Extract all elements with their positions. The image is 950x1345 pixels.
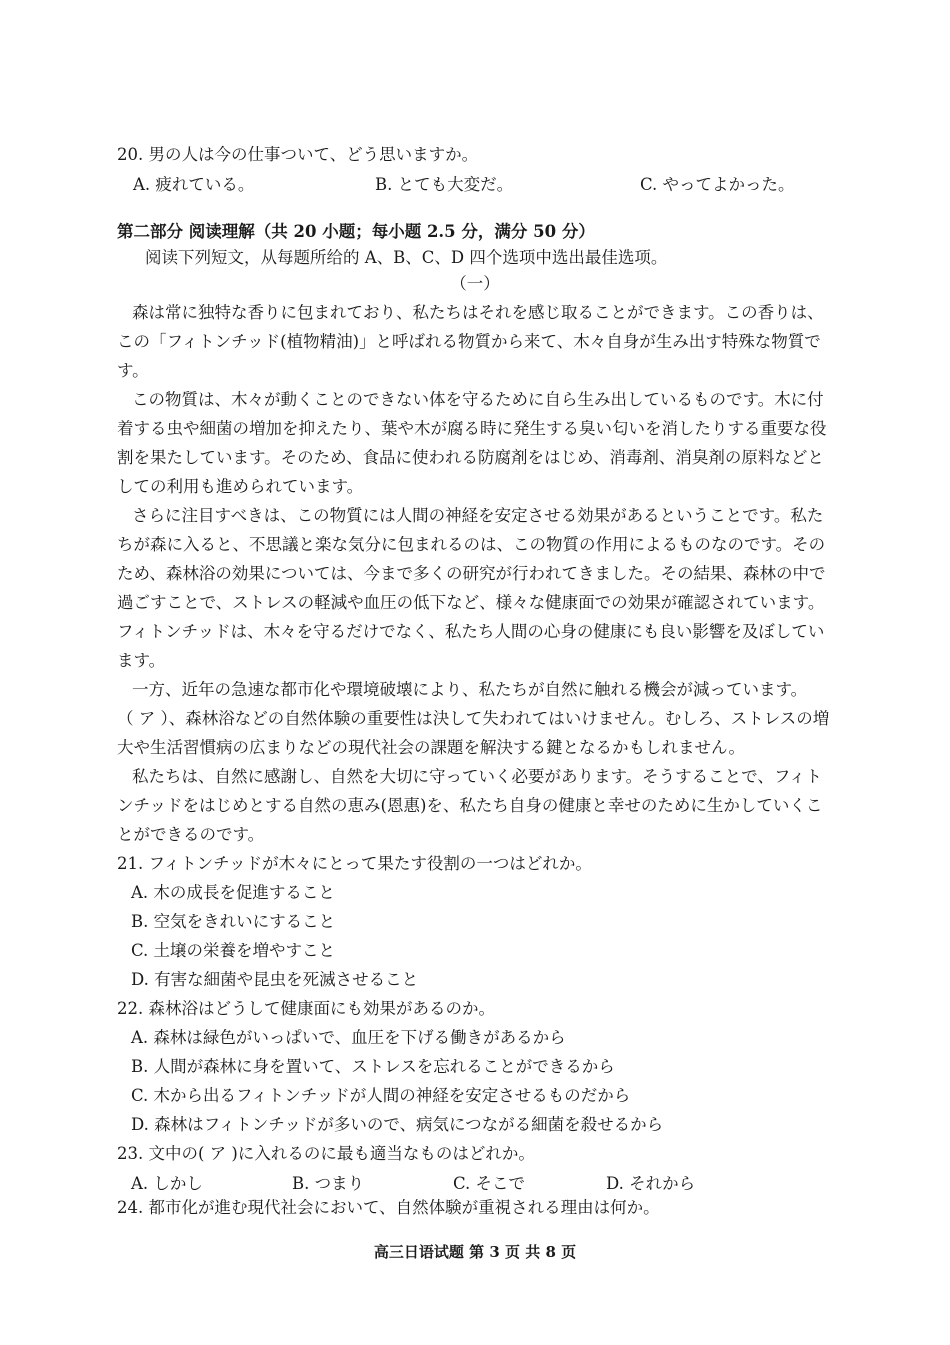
question-20-stem: 20. 男の人は今の仕事ついて、どう思いますか。 (117, 145, 479, 164)
passage-p3-line1: さらに注目すべきは、この物質には人間の神経を安定させる効果があるということです。私た (132, 506, 824, 525)
question-20-option-b: B. とても大変だ。 (375, 175, 514, 194)
passage-p2-line4: しての利用も進められています。 (117, 477, 364, 496)
question-22-option-d: D. 森林はフィトンチッドが多いので、病気につながる細菌を殺せるから (131, 1115, 664, 1134)
passage-p2-line3: 割を果たしています。そのため、食品に使われる防腐剤をはじめ、消毒剤、消臭剤の原料などと (117, 448, 824, 467)
passage-p4-line2: （ ア ）、森林浴などの自然体験の重要性は決して失われてはいけません。むしろ、ストレスの増 (117, 709, 830, 728)
question-23-options (117, 1170, 847, 1194)
question-24-stem: 24. 都市化が進む現代社会において、自然体験が重視される理由は何か。 (117, 1198, 660, 1217)
passage-p3-line5: フィトンチッドは、木々を守るだけでなく、私たち人間の心身の健康にも良い影響を及ぼしてい (117, 622, 825, 641)
passage-p1-line3: す。 (117, 361, 149, 380)
page-footer: 高三日语试题 第 3 页 共 8 页 (373, 1243, 577, 1261)
question-21-stem: 21. フィトンチッドが木々にとって果たす役割の一つはどれか。 (117, 854, 592, 873)
question-23-option-c: C. そこで (453, 1174, 526, 1193)
question-21-option-c: C. 土壌の栄養を増やすこと (131, 941, 336, 960)
passage-p5-line2: ンチッドをはじめとする自然の恵み(恩惠)を、私たち自身の健康と幸せのために生かしていくこ (117, 796, 823, 815)
question-22-option-c: C. 木から出るフィトンチッドが人間の神経を安定させるものだから (131, 1086, 631, 1105)
question-23-stem: 23. 文中の( ア )に入れるのに最も適当なものはどれか。 (117, 1144, 535, 1163)
question-23-option-b: B. つまり (292, 1174, 365, 1193)
question-21-option-b: B. 空気をきれいにすること (131, 912, 336, 931)
part2-instruction: 阅读下列短文，从每题所给的 A、B、C、D 四个选项中选出最佳选项。 (145, 248, 668, 267)
passage-p1-line1: 森は常に独特な香りに包まれており、私たちはそれを感じ取ることができます。この香りは、 (132, 303, 824, 322)
passage-p1-line2: この「フィトンチッド(植物精油)」と呼ばれる物質から来て、木々自身が生み出す特殊な物質で (117, 332, 821, 351)
question-23-option-a: A. しかし (131, 1174, 203, 1193)
question-23-option-d: D. それから (606, 1174, 696, 1193)
passage-p2-line2: 着する虫や細菌の増加を抑えたり、葉や木が腐る時に発生する臭い匂いを消したりする重要な役 (117, 419, 827, 438)
passage-p3-line6: ます。 (117, 651, 166, 670)
passage-p3-line4: 過ごすことで、ストレスの軽減や血圧の低下など、様々な健康面での効果が確認されています。 (117, 593, 825, 612)
passage-p3-line3: ため、森林浴の効果については、今まで多くの研究が行われてきました。その結果、森林の中で (117, 564, 826, 583)
passage-p3-line2: ちが森に入ると、不思議と楽な気分に包まれるのは、この物質の作用によるものなのです。その (117, 535, 826, 554)
question-20-option-c: C. やってよかった。 (640, 175, 795, 194)
passage-p4-line1: 一方、近年の急速な都市化や環境破壊により、私たちが自然に触れる機会が減っています。 (132, 680, 808, 699)
passage-p2-line1: この物質は、木々が動くことのできない体を守るために自ら生み出しているものです。木に付 (132, 390, 824, 409)
question-21-option-a: A. 木の成長を促進すること (131, 883, 335, 902)
question-20-options (117, 171, 847, 195)
part2-heading: 第二部分 阅读理解（共 20 小题；每小题 2.5 分，满分 50 分） (117, 222, 595, 241)
section-number: （一） (450, 274, 500, 293)
question-20-option-a: A. 疲れている。 (133, 175, 255, 194)
question-22-option-a: A. 森林は緑色がいっぱいで、血圧を下げる働きがあるから (131, 1028, 566, 1047)
passage-p5-line3: とができるのです。 (117, 825, 265, 844)
question-22-stem: 22. 森林浴はどうして健康面にも効果があるのか。 (117, 999, 495, 1018)
passage-p5-line1: 私たちは、自然に感謝し、自然を大切に守っていく必要があります。そうすることで、フィト (132, 767, 823, 786)
passage-p4-line3: 大や生活習慣病の広まりなどの現代社会の課題を解決する鍵となるかもしれません。 (117, 738, 745, 757)
question-21-option-d: D. 有害な細菌や昆虫を死滅させること (131, 970, 419, 989)
question-22-option-b: B. 人間が森林に身を置いて、ストレスを忘れることができるから (131, 1057, 615, 1076)
